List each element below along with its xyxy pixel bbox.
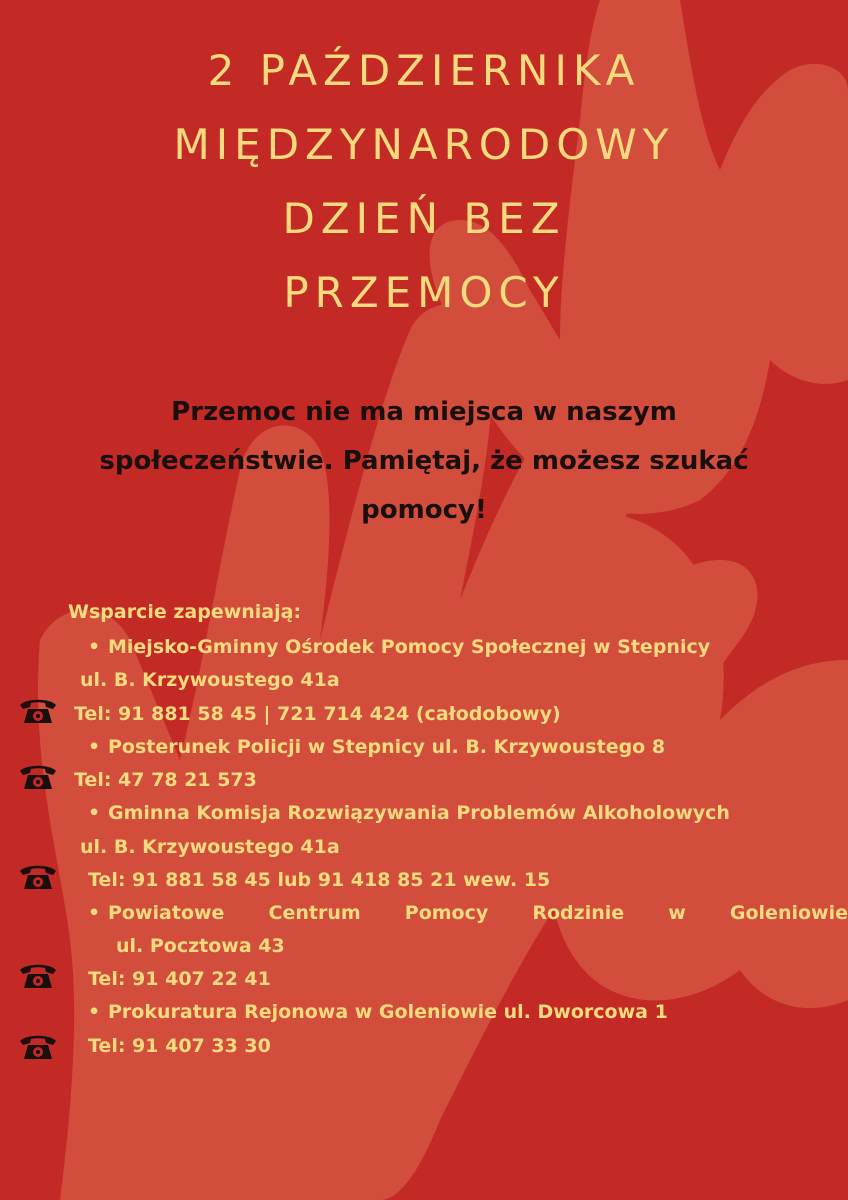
gkrpa-tel: Tel: 91 881 58 45 lub 91 418 85 21 wew. 15 — [88, 869, 551, 891]
pcpr-name — [108, 901, 848, 925]
message-line-3: pomocy! — [361, 495, 487, 525]
mgops-address: ul. B. Krzywoustego 41a — [80, 669, 340, 691]
title-line-4: PRZEMOCY — [283, 268, 565, 317]
gkrpa-name: • Gminna Komisja Rozwiązywania Problemów Alkoholowych — [108, 801, 730, 825]
pcpr-word: w — [668, 902, 686, 924]
pcpr-word: Pomocy — [404, 902, 489, 924]
gkrpa-address: ul. B. Krzywoustego 41a — [80, 836, 340, 858]
message-line-2: społeczeństwie. Pamiętaj, że możesz szukać — [99, 446, 749, 476]
pcpr-tel: Tel: 91 407 22 41 — [88, 968, 271, 990]
title-line-3: DZIEŃ BEZ — [282, 194, 566, 243]
pcpr-address: ul. Pocztowa 43 — [116, 935, 285, 957]
message-line-1: Przemoc nie ma miejsca w naszym — [171, 397, 677, 427]
telephone-icon — [18, 696, 58, 726]
police-tel: Tel: 47 78 21 573 — [74, 769, 257, 791]
support-heading: Wsparcie zapewniają: — [68, 601, 302, 623]
police-name: • Posterunek Policji w Stepnicy ul. B. Krzywoustego 8 — [108, 735, 665, 759]
telephone-icon — [18, 1032, 58, 1062]
title-line-1: 2 PAŹDZIERNIKA — [207, 46, 641, 95]
mgops-tel: Tel: 91 881 58 45 | 721 714 424 (całodobowy) — [74, 703, 561, 725]
telephone-icon — [18, 862, 58, 892]
message — [20, 388, 828, 535]
pcpr-word: Centrum — [268, 902, 361, 924]
pcpr-word: Rodzinie — [532, 902, 625, 924]
telephone-icon — [18, 961, 58, 991]
title-line-2: MIĘDZYNARODOWY — [173, 120, 675, 169]
prok-tel: Tel: 91 407 33 30 — [88, 1035, 271, 1057]
telephone-icon — [18, 762, 58, 792]
pcpr-word: • Powiatowe — [108, 902, 225, 924]
event-title — [0, 34, 848, 330]
prok-name: • Prokuratura Rejonowa w Goleniowie ul. Dworcowa 1 — [108, 1000, 668, 1024]
pcpr-word: Goleniowie — [729, 902, 848, 924]
mgops-name: • Miejsko-Gminny Ośrodek Pomocy Społecznej w Stepnicy — [108, 635, 710, 659]
